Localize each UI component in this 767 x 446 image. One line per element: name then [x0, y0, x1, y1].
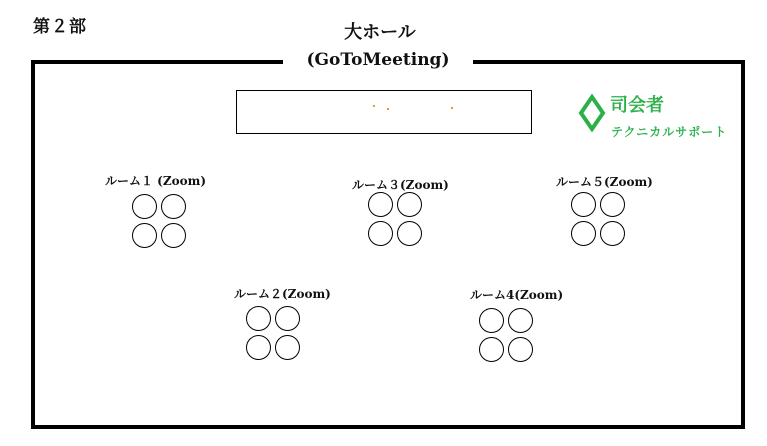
- seat: [368, 221, 393, 246]
- seat: [397, 192, 422, 217]
- stage-area: [236, 90, 532, 134]
- seat: [571, 192, 596, 217]
- seat: [275, 335, 300, 360]
- seat: [132, 194, 157, 219]
- room-1-table: [132, 194, 190, 252]
- room-2-label: ルーム２(Zoom): [234, 287, 331, 301]
- seat: [508, 308, 533, 333]
- room-5-table: [571, 192, 629, 250]
- stage-mark: [373, 105, 375, 107]
- mc-label: 司会者: [610, 95, 664, 116]
- hall-title: 大ホール: [344, 22, 416, 43]
- seat: [479, 337, 504, 362]
- seat: [397, 221, 422, 246]
- room-5-label: ルーム５(Zoom): [556, 175, 653, 189]
- room-2-table: [246, 306, 304, 364]
- room-3-table: [368, 192, 426, 250]
- seat: [600, 192, 625, 217]
- stage-mark: [451, 107, 453, 109]
- room-4-table: [479, 308, 537, 366]
- diamond-icon: [578, 94, 606, 132]
- tech-support-label: テクニカルサポート: [611, 125, 728, 139]
- hall-platform: (GoToMeeting): [283, 50, 473, 70]
- seat: [246, 335, 271, 360]
- room-4-label: ルーム4(Zoom): [470, 288, 564, 302]
- seat: [571, 221, 596, 246]
- seat: [479, 308, 504, 333]
- room-3-label: ルーム３(Zoom): [352, 178, 449, 192]
- seat: [275, 306, 300, 331]
- seat: [368, 192, 393, 217]
- seat: [161, 194, 186, 219]
- seat: [132, 223, 157, 248]
- room-1-label: ルーム１ (Zoom): [105, 174, 206, 188]
- seat: [246, 306, 271, 331]
- seat: [161, 223, 186, 248]
- part-label: 第２部: [33, 17, 87, 37]
- stage-mark: [387, 108, 389, 110]
- seat: [508, 337, 533, 362]
- seat: [600, 221, 625, 246]
